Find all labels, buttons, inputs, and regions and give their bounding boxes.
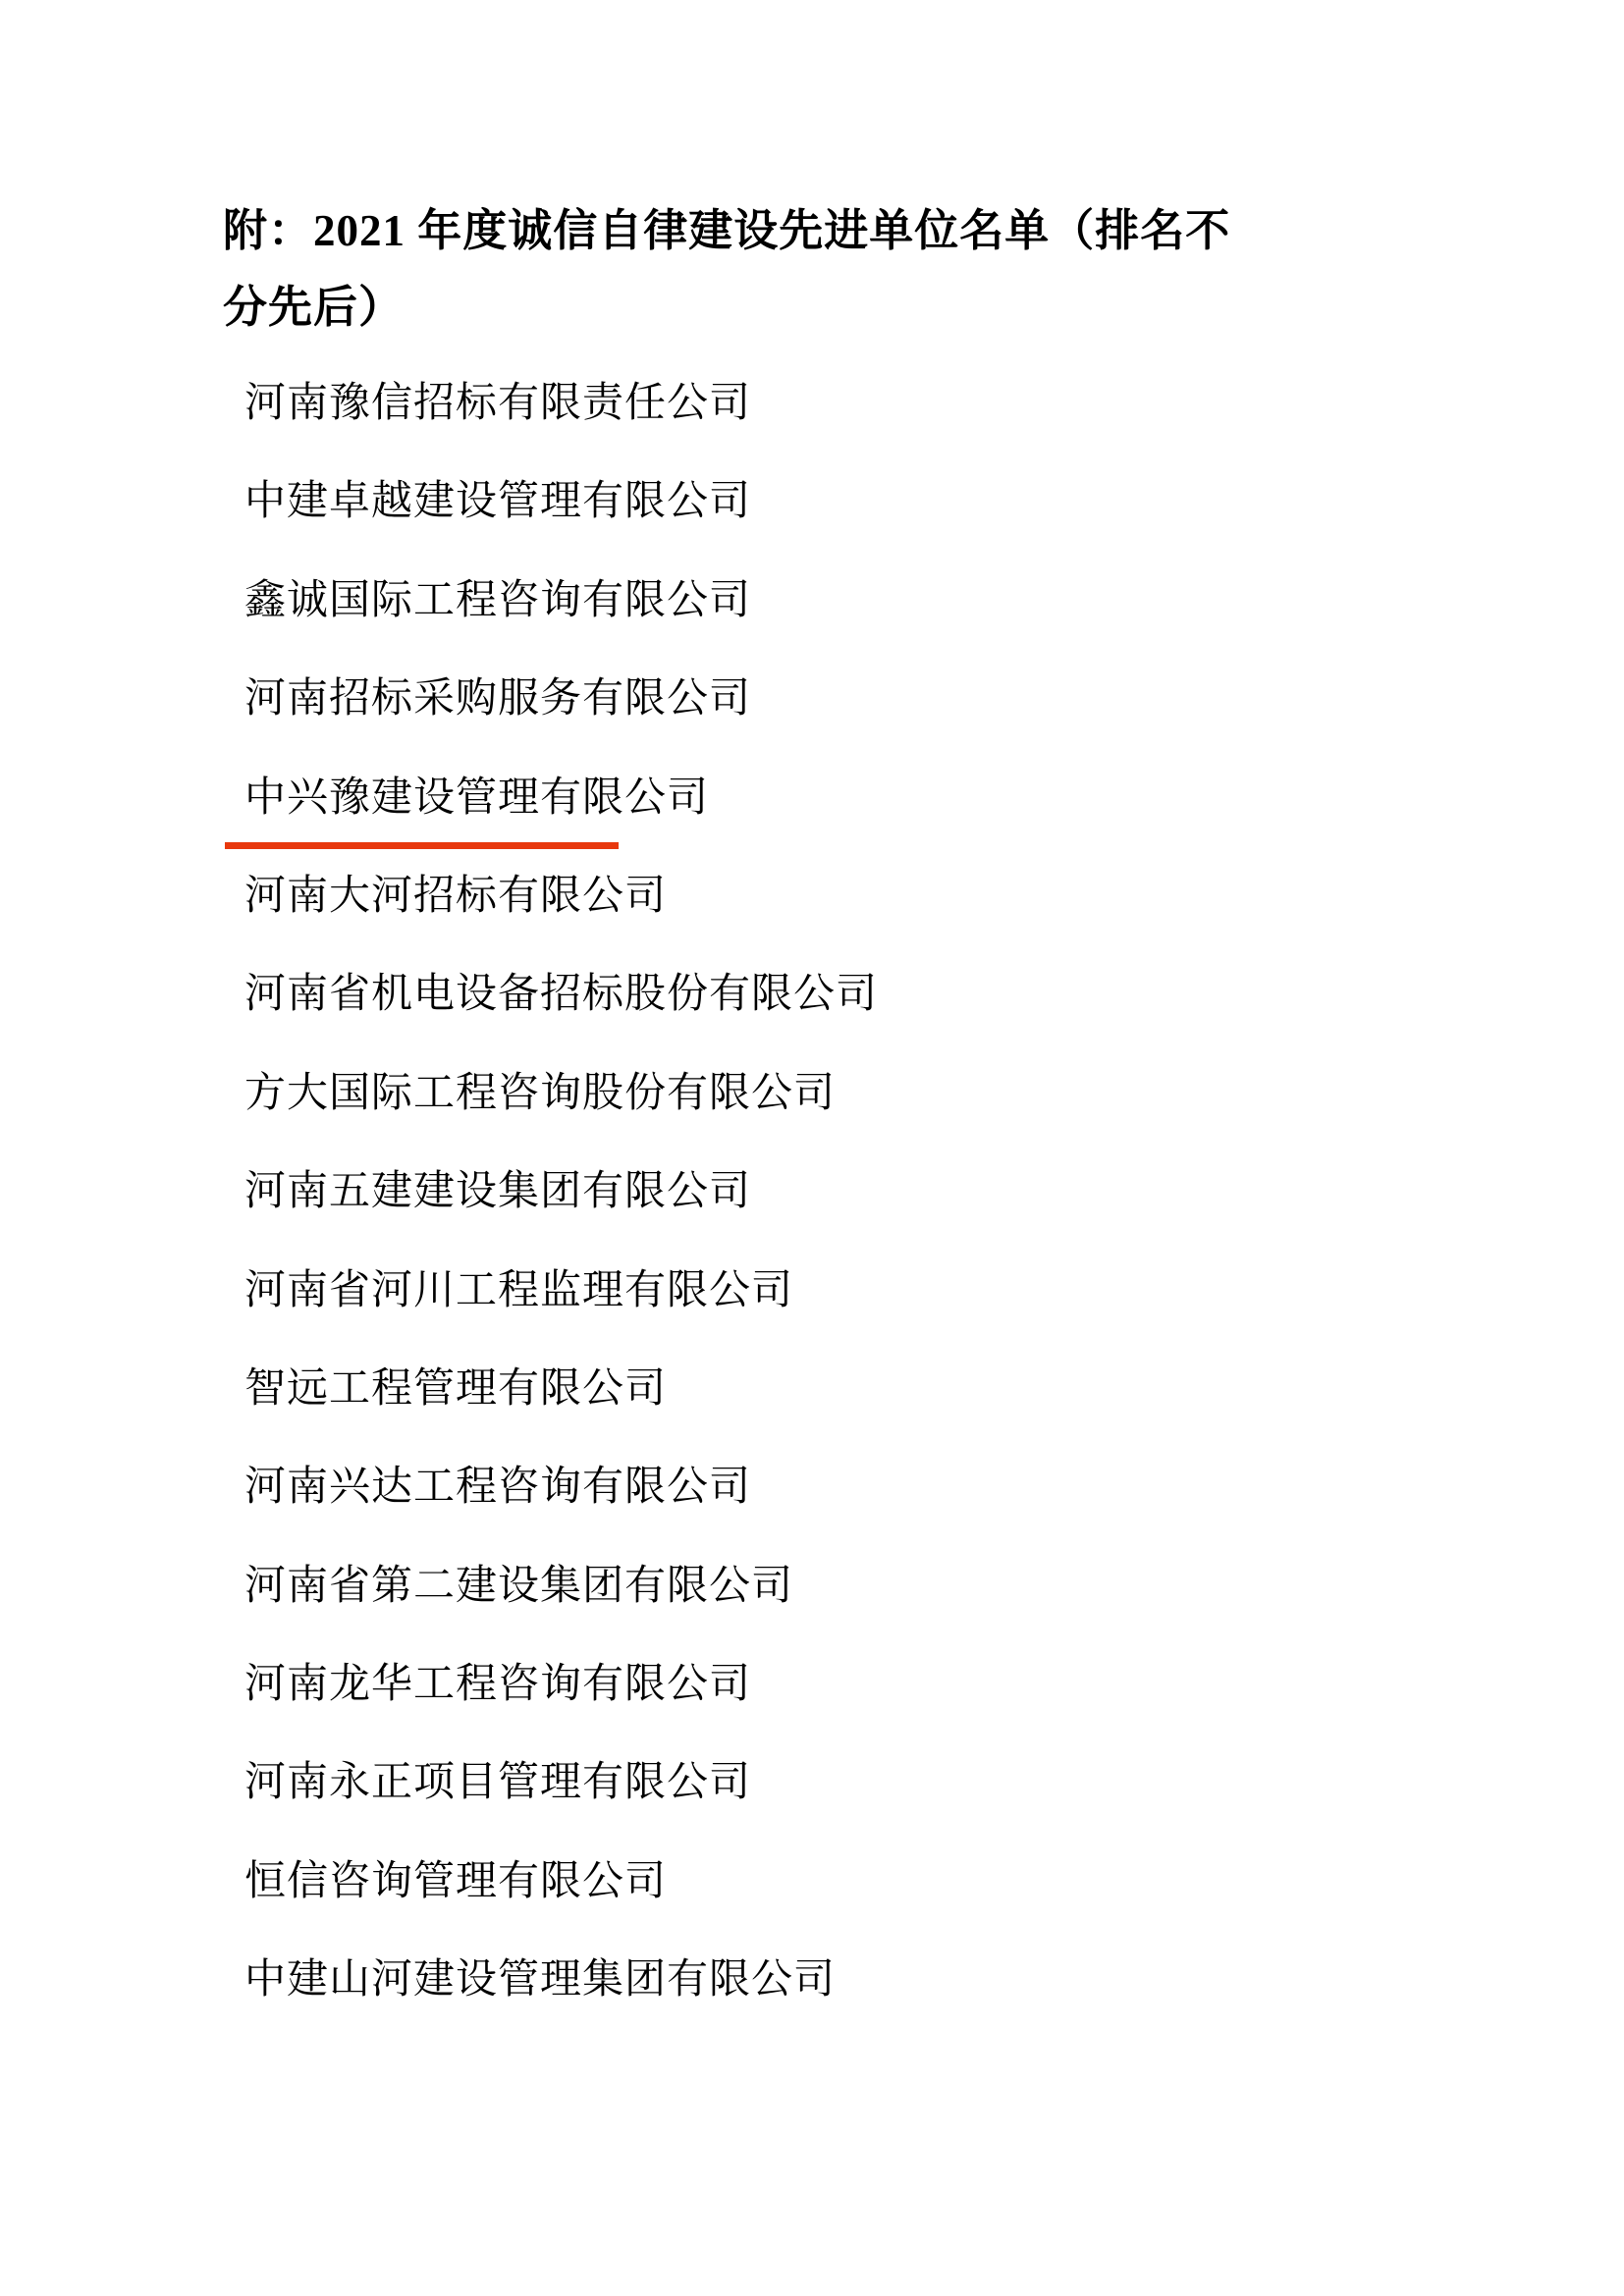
list-item	[244, 578, 878, 676]
list-item	[244, 1760, 878, 1858]
company-name: 河南兴达工程咨询有限公司	[244, 1465, 752, 1511]
list-item	[244, 1366, 878, 1465]
list-item	[244, 479, 878, 577]
company-name: 河南省第二建设集团有限公司	[244, 1563, 794, 1609]
page-title	[223, 192, 1230, 346]
title-line-2: 分先后）	[223, 283, 405, 332]
company-name: 方大国际工程咨询股份有限公司	[244, 1070, 837, 1116]
company-name: 恒信咨询管理有限公司	[244, 1858, 668, 1904]
list-item	[244, 381, 878, 479]
list-item-highlighted	[244, 775, 878, 874]
company-name: 河南省机电设备招标股份有限公司	[244, 972, 879, 1018]
list-item	[244, 676, 878, 774]
company-name: 河南省河川工程监理有限公司	[244, 1267, 794, 1313]
list-item	[244, 1859, 878, 1957]
company-name: 鑫诚国际工程咨询有限公司	[244, 577, 752, 623]
company-name: 河南五建建设集团有限公司	[244, 1169, 752, 1215]
company-name: 河南龙华工程咨询有限公司	[244, 1662, 752, 1708]
list-item	[244, 1564, 878, 1662]
company-name: 智远工程管理有限公司	[244, 1365, 668, 1412]
title-line-1: 附：2021 年度诚信自律建设先进单位名单（排名不	[223, 206, 1231, 255]
company-list	[244, 381, 878, 2056]
company-name: 中兴豫建设管理有限公司	[244, 774, 710, 821]
list-item	[244, 1662, 878, 1760]
red-underline	[225, 842, 619, 849]
list-item	[244, 972, 878, 1070]
list-item	[244, 874, 878, 972]
company-name: 河南招标采购服务有限公司	[244, 676, 752, 722]
list-item	[244, 1169, 878, 1267]
list-item	[244, 1465, 878, 1563]
company-name: 河南豫信招标有限责任公司	[244, 381, 752, 426]
company-name: 河南永正项目管理有限公司	[244, 1760, 752, 1806]
list-item	[244, 1957, 878, 2056]
list-item	[244, 1071, 878, 1169]
company-name: 中建山河建设管理集团有限公司	[244, 1957, 837, 2003]
company-name: 河南大河招标有限公司	[244, 873, 668, 919]
company-name: 中建卓越建设管理有限公司	[244, 479, 752, 525]
list-item	[244, 1268, 878, 1366]
